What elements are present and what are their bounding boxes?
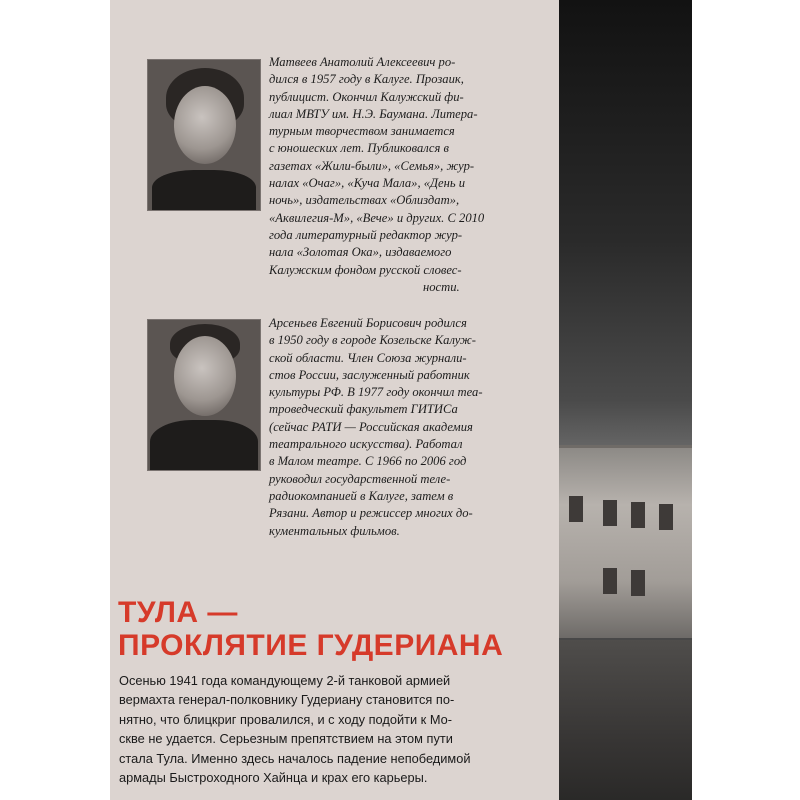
bio-line: Арсеньев Евгений Борисович родился (269, 316, 467, 330)
street-ground (559, 640, 692, 800)
bio-line: с юношеских лет. Публиковался в (269, 141, 449, 156)
bio-line: налах «Очаг», «Куча Мала», «День и (269, 176, 466, 191)
portrait-body (150, 420, 258, 470)
old-building (559, 448, 692, 638)
bio-line: в Малом театре. С 1966 по 2006 год (269, 454, 467, 469)
bio-line: Калужским фондом русской словес- (269, 262, 462, 277)
annotation-line: скве не удается. Серьезным препятствием на этом пути (119, 731, 453, 747)
portrait-face (174, 86, 236, 164)
historical-photo-strip (559, 0, 692, 800)
bio-line: лиал МВТУ им. Н.Э. Баумана. Литера- (269, 106, 478, 121)
bio-line: года литературный редактор жур- (269, 227, 463, 242)
author2-portrait (148, 320, 260, 470)
title-line-2: ПРОКЛЯТИЕ ГУДЕРИАНА (118, 629, 504, 662)
building-window (631, 570, 645, 596)
bio-line: Рязани. Автор и режиссер многих до- (269, 506, 473, 521)
building-window (631, 502, 645, 528)
author1-portrait (148, 60, 260, 210)
bio-line: ности. (423, 279, 460, 294)
bio-line: кументальных фильмов. (269, 523, 400, 538)
bio-line: нала «Золотая Ока», издаваемого (269, 245, 452, 260)
annotation-line: армады Быстроходного Хайнца и крах его карьеры. (119, 770, 428, 786)
building-window (603, 568, 617, 594)
annotation-line: вермахта генерал-полковнику Гудериану становится по- (119, 692, 455, 708)
bio-line: публицист. Окончил Калужский фи- (269, 89, 464, 104)
bio-line: «Аквилегия-М», «Вече» и других. С 2010 (269, 210, 485, 225)
bio-line: ночь», издательствах «Облиздат», (269, 193, 460, 208)
bio-line: дился в 1957 году в Калуге. Прозаик, (269, 72, 464, 87)
bio-line: Матвеев Анатолий Алексеевич ро- (269, 55, 456, 69)
annotation-line: Осенью 1941 года командующему 2-й танковой армией (119, 673, 451, 688)
bio-line: руководил государственной теле- (269, 471, 451, 486)
bio-line: газетах «Жили-были», «Семья», жур- (269, 158, 475, 173)
bio-line: (сейчас РАТИ — Российская академия (269, 419, 473, 434)
building-window (569, 496, 583, 522)
annotation-line: стала Тула. Именно здесь началось падение непобедимой (119, 750, 471, 766)
building-window (659, 504, 673, 530)
bio-line: в 1950 году в городе Козельске Калуж- (269, 333, 476, 348)
author2-bio (269, 315, 521, 540)
portrait-body (152, 170, 256, 210)
portrait-face (174, 336, 236, 416)
bio-line: радиокомпанией в Калуге, затем в (269, 488, 454, 503)
bio-line: стов России, заслуженный работник (269, 367, 470, 382)
book-annotation (119, 671, 539, 787)
annotation-line: нятно, что блицкриг провалился, и с ходу подойти к Мо- (119, 711, 453, 727)
book-title (118, 596, 503, 662)
bio-line: ской области. Член Союза журнали- (269, 350, 467, 365)
author1-bio (269, 54, 521, 296)
building-window (603, 500, 617, 526)
bio-line: культуры РФ. В 1977 году окончил теа- (269, 385, 483, 400)
title-line-1: ТУЛА — (118, 596, 238, 629)
bio-line: театрального искусства). Работал (269, 437, 463, 452)
bio-line: троведческий факультет ГИТИСа (269, 402, 458, 417)
bio-line: турным творчеством занимается (269, 124, 455, 139)
